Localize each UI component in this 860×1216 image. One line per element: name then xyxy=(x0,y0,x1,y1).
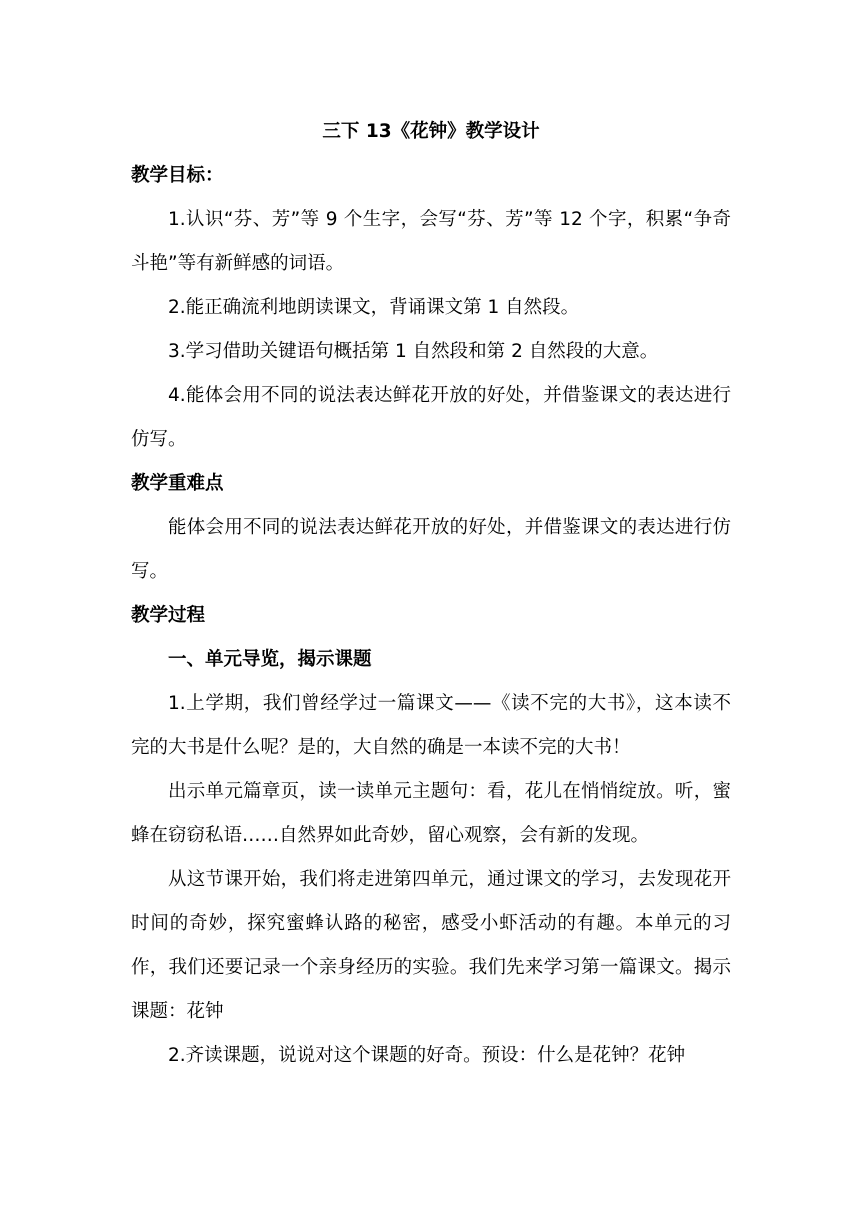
document-title: 三下 13《花钟》教学设计 xyxy=(322,121,540,142)
key-points-heading: 教学重难点 xyxy=(131,473,224,494)
key-points-text: 能体会用不同的说法表达鲜花开放的好处，并借鉴课文的表达进行仿写。 xyxy=(131,517,731,582)
section-paragraph: 1.上学期，我们曾经学过一篇课文——《读不完的大书》，这本读不完的大书是什么呢？是的，大自然的确是一本读不完的大书！ xyxy=(131,693,731,758)
goals-heading: 教学目标： xyxy=(131,165,224,186)
process-heading: 教学过程 xyxy=(131,605,206,626)
section-heading: 一、单元导览，揭示课题 xyxy=(168,649,372,670)
section-paragraph: 出示单元篇章页，读一读单元主题句：看，花儿在悄悄绽放。听，蜜蜂在窃窃私语……自然界如此奇妙，留心观察，会有新的发现。 xyxy=(131,781,731,846)
goal-item: 2.能正确流利地朗读课文，背诵课文第 1 自然段。 xyxy=(168,297,580,318)
goal-item: 3.学习借助关键语句概括第 1 自然段和第 2 自然段的大意。 xyxy=(168,341,659,362)
document-body xyxy=(131,110,731,1078)
goal-item: 1.认识“芬、芳”等 9 个生字，会写“芬、芳”等 12 个字，积累“争奇斗艳”等有新鲜感的词语。 xyxy=(131,209,731,274)
goal-item: 4.能体会用不同的说法表达鲜花开放的好处，并借鉴课文的表达进行仿写。 xyxy=(131,385,731,450)
section-paragraph: 2.齐读课题，说说对这个课题的好奇。预设：什么是花钟？花钟 xyxy=(168,1045,686,1066)
section-paragraph: 从这节课开始，我们将走进第四单元，通过课文的学习，去发现花开时间的奇妙，探究蜜蜂认路的秘密，感受小虾活动的有趣。本单元的习作，我们还要记录一个亲身经历的实验。我们先来学习第一篇课文。揭示课题：花钟 xyxy=(131,869,731,1022)
